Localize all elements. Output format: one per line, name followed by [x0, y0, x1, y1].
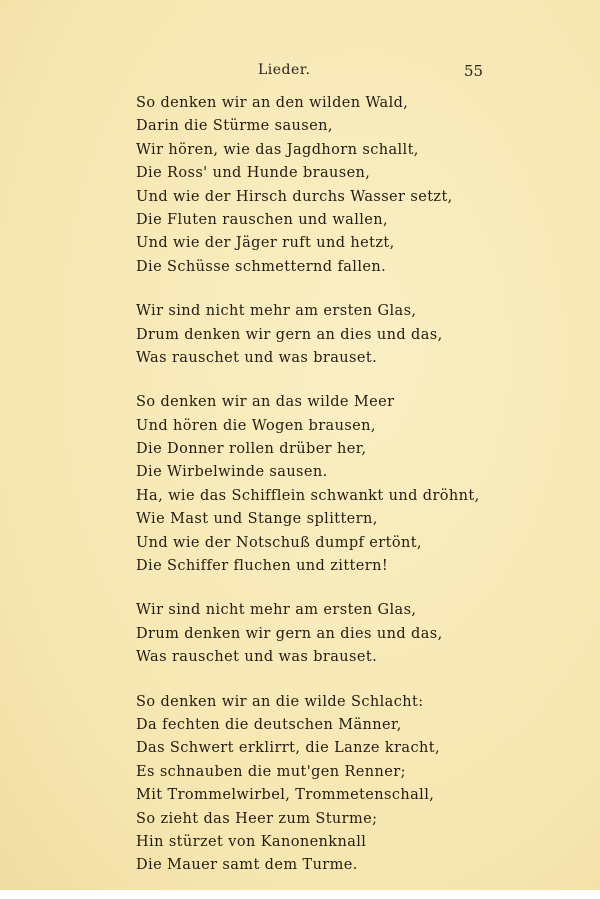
verse-line: Und wie der Hirsch durchs Wasser setzt,: [136, 188, 453, 205]
verse-line: Mit Trommelwirbel, Trommetenschall,: [136, 787, 435, 804]
verse-line: Wir sind nicht mehr am ersten Glas,: [136, 602, 417, 619]
verse-line: Das Schwert erklirrt, die Lanze kracht,: [136, 740, 440, 757]
verse-line: Was rauschet und was brauset.: [136, 649, 378, 666]
stanza: [136, 92, 466, 279]
verse-line: Die Schiffer fluchen und zittern!: [136, 558, 389, 575]
verse-line: Darin die Stürme sausen,: [136, 118, 333, 135]
verse-line: Und hören die Wogen brausen,: [136, 417, 376, 434]
stanza: [136, 691, 466, 878]
verse-line: Es schnauben die mut'gen Renner;: [136, 763, 406, 780]
poem-text: [136, 92, 480, 899]
verse-line: Und wie der Jäger ruft und hetzt,: [136, 235, 395, 252]
verse-line: Und wie der Notschuß dumpf ertönt,: [136, 534, 422, 551]
verse-line: Da fechten die deutschen Männer,: [136, 716, 402, 733]
verse-line: So zieht das Heer zum Sturme;: [136, 810, 378, 827]
verse-line: Wie Mast und Stange splittern,: [136, 511, 378, 528]
verse-line: Wir sind nicht mehr am ersten Glas,: [136, 303, 417, 320]
verse-line: So denken wir an das wilde Meer: [136, 394, 395, 411]
verse-line: Die Wirbelwinde sausen.: [136, 464, 328, 481]
verse-line: So denken wir an den wilden Wald,: [136, 95, 409, 111]
verse-line: Die Schüsse schmetternd fallen.: [136, 258, 387, 275]
verse-line: Die Donner rollen drüber her,: [136, 441, 367, 458]
page-header: [0, 62, 600, 86]
page-number: 55: [464, 62, 484, 80]
verse-line: Ha, wie das Schifflein schwankt und dröhnt,: [136, 487, 480, 504]
stanza: [136, 599, 466, 669]
verse-line: Die Fluten rauschen und wallen,: [136, 211, 389, 228]
verse-line: Drum denken wir gern an dies und das,: [136, 625, 443, 642]
verse-line: Die Ross' und Hunde brausen,: [136, 165, 371, 182]
stanza: [136, 391, 480, 578]
running-head: Lieder.: [258, 62, 311, 78]
verse-line: So denken wir an die wilde Schlacht:: [136, 693, 424, 710]
verse-line: Hin stürzet von Kanonenknall: [136, 833, 367, 850]
verse-line: Wir hören, wie das Jagdhorn schallt,: [136, 141, 419, 158]
verse-line: Drum denken wir gern an dies und das,: [136, 326, 443, 343]
verse-line: Was rauschet und was brauset.: [136, 349, 378, 366]
stanza: [136, 300, 466, 370]
verse-line: Die Mauer samt dem Turme.: [136, 857, 358, 874]
